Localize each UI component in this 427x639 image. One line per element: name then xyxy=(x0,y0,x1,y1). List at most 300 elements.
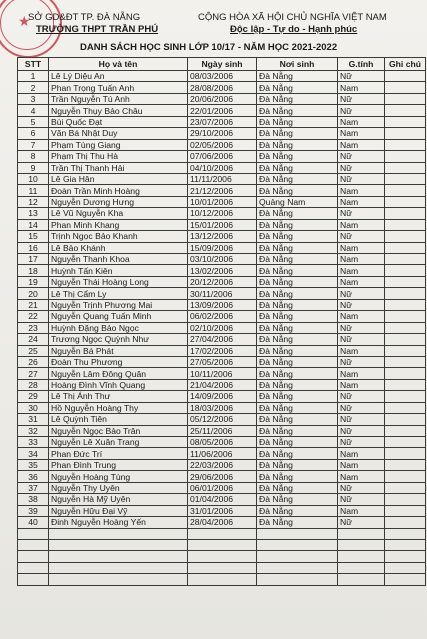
note-cell xyxy=(385,334,426,345)
gender-cell xyxy=(338,539,385,550)
table-row xyxy=(18,71,426,82)
dob-cell: 08/03/2006 xyxy=(188,71,257,82)
gender-cell: Nữ xyxy=(338,437,385,448)
gender-cell: Nữ xyxy=(338,173,385,184)
name-cell xyxy=(49,551,188,562)
dob-cell: 07/06/2006 xyxy=(188,151,257,162)
birthplace-cell: Đà Nẵng xyxy=(257,231,338,242)
stt-cell: 35 xyxy=(18,459,49,470)
birthplace-cell: Đà Nẵng xyxy=(257,116,338,127)
gender-cell xyxy=(338,574,385,585)
name-cell: Nguyễn Hữu Đại Vỹ xyxy=(49,505,188,516)
name-cell: Bùi Quốc Đạt xyxy=(49,116,188,127)
table-row xyxy=(18,345,426,356)
stt-cell: 9 xyxy=(18,162,49,173)
dob-cell: 13/12/2006 xyxy=(188,231,257,242)
stt-cell xyxy=(18,562,49,573)
table-row xyxy=(18,517,426,528)
stt-cell: 2 xyxy=(18,82,49,93)
gender-cell: Nữ xyxy=(338,322,385,333)
table-row xyxy=(18,185,426,196)
gender-cell: Nam xyxy=(338,368,385,379)
name-cell xyxy=(49,574,188,585)
table-row xyxy=(18,471,426,482)
name-cell: Trần Thị Thanh Hải xyxy=(49,162,188,173)
stt-cell: 19 xyxy=(18,276,49,287)
dob-cell: 04/10/2006 xyxy=(188,162,257,173)
dob-cell: 11/11/2006 xyxy=(188,173,257,184)
note-cell xyxy=(385,402,426,413)
birthplace-cell: Đà Nẵng xyxy=(257,254,338,265)
dob-cell: 15/01/2006 xyxy=(188,219,257,230)
birthplace-cell: Đà Nẵng xyxy=(257,402,338,413)
name-cell: Lê Thị Cẩm Ly xyxy=(49,288,188,299)
national-title: CỘNG HÒA XÃ HỘI CHỦ NGHĨA VIỆT NAM xyxy=(198,12,387,23)
note-cell xyxy=(385,551,426,562)
birthplace-cell: Đà Nẵng xyxy=(257,448,338,459)
birthplace-cell: Đà Nẵng xyxy=(257,173,338,184)
table-row xyxy=(18,151,426,162)
note-cell xyxy=(385,231,426,242)
birthplace-cell xyxy=(257,574,338,585)
birthplace-cell: Đà Nẵng xyxy=(257,482,338,493)
dob-cell: 28/04/2006 xyxy=(188,517,257,528)
note-cell xyxy=(385,391,426,402)
dob-cell: 17/02/2006 xyxy=(188,345,257,356)
table-row xyxy=(18,459,426,470)
note-cell xyxy=(385,219,426,230)
dob-cell: 21/12/2006 xyxy=(188,185,257,196)
table-row xyxy=(18,437,426,448)
table-row xyxy=(18,265,426,276)
birthplace-cell: Đà Nẵng xyxy=(257,276,338,287)
note-cell xyxy=(385,276,426,287)
gender-cell: Nữ xyxy=(338,402,385,413)
gender-cell: Nữ xyxy=(338,288,385,299)
gender-cell: Nữ xyxy=(338,208,385,219)
gender-cell: Nữ xyxy=(338,425,385,436)
name-cell: Trương Ngọc Quỳnh Như xyxy=(49,334,188,345)
column-header-birthplace: Nơi sinh xyxy=(257,58,338,71)
name-cell: Phạm Thị Thu Hà xyxy=(49,151,188,162)
name-cell: Lê Thị Ánh Thư xyxy=(49,391,188,402)
name-cell: Đinh Nguyễn Hoàng Yến xyxy=(49,517,188,528)
table-row xyxy=(18,505,426,516)
gender-cell: Nam xyxy=(338,265,385,276)
table-row xyxy=(18,128,426,139)
gender-cell: Nam xyxy=(338,459,385,470)
column-header-note: Ghi chú xyxy=(385,58,426,71)
table-row xyxy=(18,551,426,562)
gender-cell: Nam xyxy=(338,128,385,139)
gender-cell: Nam xyxy=(338,276,385,287)
gender-cell xyxy=(338,528,385,539)
birthplace-cell: Đà Nẵng xyxy=(257,105,338,116)
dob-cell: 05/12/2006 xyxy=(188,414,257,425)
table-row xyxy=(18,254,426,265)
birthplace-cell xyxy=(257,562,338,573)
gender-cell xyxy=(338,562,385,573)
stt-cell: 27 xyxy=(18,368,49,379)
dob-cell xyxy=(188,528,257,539)
birthplace-cell: Đà Nẵng xyxy=(257,82,338,93)
name-cell: Phan Đình Trung xyxy=(49,459,188,470)
dob-cell: 14/09/2006 xyxy=(188,391,257,402)
table-row xyxy=(18,528,426,539)
dob-cell xyxy=(188,562,257,573)
table-row xyxy=(18,219,426,230)
note-cell xyxy=(385,322,426,333)
dob-cell xyxy=(188,539,257,550)
note-cell xyxy=(385,173,426,184)
birthplace-cell: Đà Nẵng xyxy=(257,368,338,379)
gender-cell: Nữ xyxy=(338,299,385,310)
stt-cell: 29 xyxy=(18,391,49,402)
name-cell: Nguyễn Ngọc Bảo Trân xyxy=(49,425,188,436)
note-cell xyxy=(385,574,426,585)
gender-cell: Nữ xyxy=(338,517,385,528)
note-cell xyxy=(385,299,426,310)
table-row xyxy=(18,311,426,322)
note-cell xyxy=(385,265,426,276)
table-row xyxy=(18,379,426,390)
stt-cell xyxy=(18,539,49,550)
birthplace-cell: Đà Nẵng xyxy=(257,139,338,150)
note-cell xyxy=(385,482,426,493)
dob-cell: 01/04/2006 xyxy=(188,494,257,505)
gender-cell: Nam xyxy=(338,505,385,516)
name-cell: Nguyễn Thụy Bảo Châu xyxy=(49,105,188,116)
stt-cell: 40 xyxy=(18,517,49,528)
note-cell xyxy=(385,471,426,482)
birthplace-cell: Đà Nẵng xyxy=(257,437,338,448)
table-row xyxy=(18,391,426,402)
document-title: DANH SÁCH HỌC SINH LỚP 10/17 - NĂM HỌC 2021-2022 xyxy=(80,42,338,53)
note-cell xyxy=(385,562,426,573)
table-header-row xyxy=(18,58,426,71)
note-cell xyxy=(385,494,426,505)
name-cell: Lê Gia Hân xyxy=(49,173,188,184)
gender-cell: Nam xyxy=(338,196,385,207)
note-cell xyxy=(385,82,426,93)
stt-cell: 20 xyxy=(18,288,49,299)
dob-cell: 29/10/2006 xyxy=(188,128,257,139)
table-row xyxy=(18,539,426,550)
stt-cell: 24 xyxy=(18,334,49,345)
name-cell xyxy=(49,539,188,550)
student-table xyxy=(17,57,426,586)
table-row xyxy=(18,414,426,425)
column-header-name: Họ và tên xyxy=(49,58,188,71)
stt-cell: 8 xyxy=(18,151,49,162)
birthplace-cell: Đà Nẵng xyxy=(257,311,338,322)
table-row xyxy=(18,242,426,253)
dob-cell: 13/02/2006 xyxy=(188,265,257,276)
stt-cell: 4 xyxy=(18,105,49,116)
note-cell xyxy=(385,105,426,116)
birthplace-cell: Đà Nẵng xyxy=(257,288,338,299)
birthplace-cell: Đà Nẵng xyxy=(257,379,338,390)
dob-cell: 31/01/2006 xyxy=(188,505,257,516)
birthplace-cell: Đà Nẵng xyxy=(257,71,338,82)
stt-cell xyxy=(18,528,49,539)
stt-cell: 32 xyxy=(18,425,49,436)
stt-cell: 17 xyxy=(18,254,49,265)
table-row xyxy=(18,334,426,345)
birthplace-cell: Đà Nẵng xyxy=(257,471,338,482)
birthplace-cell xyxy=(257,528,338,539)
birthplace-cell: Đà Nẵng xyxy=(257,459,338,470)
dob-cell: 06/02/2006 xyxy=(188,311,257,322)
dob-cell: 18/03/2006 xyxy=(188,402,257,413)
table-row xyxy=(18,288,426,299)
dob-cell: 22/03/2006 xyxy=(188,459,257,470)
table-row xyxy=(18,196,426,207)
stt-cell: 26 xyxy=(18,356,49,367)
stt-cell: 23 xyxy=(18,322,49,333)
birthplace-cell: Đà Nẵng xyxy=(257,265,338,276)
note-cell xyxy=(385,288,426,299)
birthplace-cell: Đà Nẵng xyxy=(257,219,338,230)
name-cell: Nguyễn Hoàng Tùng xyxy=(49,471,188,482)
gender-cell: Nữ xyxy=(338,162,385,173)
stt-cell: 28 xyxy=(18,379,49,390)
dob-cell: 25/11/2006 xyxy=(188,425,257,436)
dob-cell: 15/09/2006 xyxy=(188,242,257,253)
birthplace-cell: Quảng Nam xyxy=(257,196,338,207)
column-header-stt: STT xyxy=(18,58,49,71)
table-row xyxy=(18,139,426,150)
national-motto: Độc lập - Tự do - Hạnh phúc xyxy=(230,24,358,35)
stt-cell: 12 xyxy=(18,196,49,207)
gender-cell: Nam xyxy=(338,242,385,253)
note-cell xyxy=(385,356,426,367)
name-cell: Nguyễn Bá Phát xyxy=(49,345,188,356)
table-row xyxy=(18,562,426,573)
department-name: SỞ GD&ĐT TP. ĐÀ NẴNG xyxy=(28,12,141,23)
stt-cell: 18 xyxy=(18,265,49,276)
note-cell xyxy=(385,151,426,162)
name-cell: Hoàng Đình Vĩnh Quang xyxy=(49,379,188,390)
name-cell: Nguyễn Thy Uyên xyxy=(49,482,188,493)
stt-cell: 7 xyxy=(18,139,49,150)
birthplace-cell: Đà Nẵng xyxy=(257,162,338,173)
birthplace-cell: Đà Nẵng xyxy=(257,414,338,425)
dob-cell: 21/04/2006 xyxy=(188,379,257,390)
name-cell: Đoàn Trần Minh Hoàng xyxy=(49,185,188,196)
stt-cell: 13 xyxy=(18,208,49,219)
birthplace-cell xyxy=(257,539,338,550)
table-row xyxy=(18,105,426,116)
gender-cell: Nữ xyxy=(338,151,385,162)
name-cell xyxy=(49,562,188,573)
stt-cell: 33 xyxy=(18,437,49,448)
table-row xyxy=(18,93,426,104)
name-cell: Nguyễn Lê Xuân Trang xyxy=(49,437,188,448)
name-cell: Nguyễn Hà Mỹ Uyên xyxy=(49,494,188,505)
dob-cell xyxy=(188,574,257,585)
note-cell xyxy=(385,379,426,390)
note-cell xyxy=(385,128,426,139)
gender-cell: Nam xyxy=(338,116,385,127)
name-cell xyxy=(49,528,188,539)
stt-cell: 6 xyxy=(18,128,49,139)
gender-cell: Nữ xyxy=(338,71,385,82)
name-cell: Phạm Tùng Giang xyxy=(49,139,188,150)
dob-cell: 28/08/2006 xyxy=(188,82,257,93)
stt-cell: 30 xyxy=(18,402,49,413)
name-cell: Nguyễn Thanh Khoa xyxy=(49,254,188,265)
stt-cell: 15 xyxy=(18,231,49,242)
table-row xyxy=(18,448,426,459)
dob-cell: 27/04/2006 xyxy=(188,334,257,345)
name-cell: Huỳnh Tấn Kiên xyxy=(49,265,188,276)
table-row xyxy=(18,356,426,367)
dob-cell: 20/06/2006 xyxy=(188,93,257,104)
note-cell xyxy=(385,116,426,127)
note-cell xyxy=(385,528,426,539)
gender-cell: Nữ xyxy=(338,93,385,104)
stt-cell: 34 xyxy=(18,448,49,459)
gender-cell: Nữ xyxy=(338,494,385,505)
birthplace-cell xyxy=(257,551,338,562)
note-cell xyxy=(385,505,426,516)
name-cell: Văn Bá Nhật Duy xyxy=(49,128,188,139)
birthplace-cell: Đà Nẵng xyxy=(257,151,338,162)
birthplace-cell: Đà Nẵng xyxy=(257,505,338,516)
name-cell: Lê Lý Diệu An xyxy=(49,71,188,82)
name-cell: Lê Vũ Nguyễn Kha xyxy=(49,208,188,219)
table-row xyxy=(18,276,426,287)
table-row xyxy=(18,494,426,505)
gender-cell: Nữ xyxy=(338,231,385,242)
birthplace-cell: Đà Nẵng xyxy=(257,242,338,253)
gender-cell: Nam xyxy=(338,219,385,230)
dob-cell: 03/10/2006 xyxy=(188,254,257,265)
dob-cell: 11/06/2006 xyxy=(188,448,257,459)
note-cell xyxy=(385,368,426,379)
note-cell xyxy=(385,208,426,219)
gender-cell: Nam xyxy=(338,82,385,93)
name-cell: Trịnh Ngọc Bảo Khanh xyxy=(49,231,188,242)
gender-cell: Nữ xyxy=(338,105,385,116)
gender-cell: Nữ xyxy=(338,356,385,367)
note-cell xyxy=(385,71,426,82)
name-cell: Nguyễn Quang Tuấn Minh xyxy=(49,311,188,322)
gender-cell: Nữ xyxy=(338,334,385,345)
table-row xyxy=(18,162,426,173)
table-body xyxy=(18,71,426,586)
dob-cell: 08/05/2006 xyxy=(188,437,257,448)
table-row xyxy=(18,231,426,242)
stt-cell: 16 xyxy=(18,242,49,253)
name-cell: Huỳnh Đặng Bảo Ngọc xyxy=(49,322,188,333)
table-row xyxy=(18,299,426,310)
birthplace-cell: Đà Nẵng xyxy=(257,208,338,219)
table-row xyxy=(18,116,426,127)
gender-cell: Nam xyxy=(338,448,385,459)
stt-cell xyxy=(18,551,49,562)
birthplace-cell: Đà Nẵng xyxy=(257,299,338,310)
birthplace-cell: Đà Nẵng xyxy=(257,322,338,333)
note-cell xyxy=(385,311,426,322)
note-cell xyxy=(385,414,426,425)
dob-cell: 29/06/2006 xyxy=(188,471,257,482)
birthplace-cell: Đà Nẵng xyxy=(257,345,338,356)
gender-cell: Nam xyxy=(338,185,385,196)
name-cell: Nguyễn Thái Hoàng Long xyxy=(49,276,188,287)
table-row xyxy=(18,574,426,585)
name-cell: Trần Nguyễn Tú Anh xyxy=(49,93,188,104)
birthplace-cell: Đà Nẵng xyxy=(257,93,338,104)
dob-cell: 02/05/2006 xyxy=(188,139,257,150)
table-row xyxy=(18,322,426,333)
name-cell: Phan Trọng Tuấn Anh xyxy=(49,82,188,93)
name-cell: Phan Đức Trí xyxy=(49,448,188,459)
table-row xyxy=(18,208,426,219)
note-cell xyxy=(385,162,426,173)
stt-cell: 5 xyxy=(18,116,49,127)
stt-cell: 10 xyxy=(18,173,49,184)
stt-cell: 37 xyxy=(18,482,49,493)
note-cell xyxy=(385,539,426,550)
note-cell xyxy=(385,448,426,459)
note-cell xyxy=(385,517,426,528)
note-cell xyxy=(385,345,426,356)
birthplace-cell: Đà Nẵng xyxy=(257,128,338,139)
dob-cell: 30/11/2006 xyxy=(188,288,257,299)
table-row xyxy=(18,402,426,413)
gender-cell: Nam xyxy=(338,311,385,322)
gender-cell: Nữ xyxy=(338,482,385,493)
birthplace-cell: Đà Nẵng xyxy=(257,356,338,367)
note-cell xyxy=(385,93,426,104)
school-name: TRƯỜNG THPT TRẦN PHÚ xyxy=(36,24,159,35)
note-cell xyxy=(385,196,426,207)
dob-cell: 13/09/2006 xyxy=(188,299,257,310)
dob-cell: 06/01/2006 xyxy=(188,482,257,493)
gender-cell: Nam xyxy=(338,471,385,482)
stt-cell: 22 xyxy=(18,311,49,322)
column-header-dob: Ngày sinh xyxy=(188,58,257,71)
note-cell xyxy=(385,254,426,265)
note-cell xyxy=(385,185,426,196)
stt-cell: 25 xyxy=(18,345,49,356)
note-cell xyxy=(385,242,426,253)
stt-cell: 31 xyxy=(18,414,49,425)
name-cell: Đoàn Thu Phương xyxy=(49,356,188,367)
dob-cell: 10/11/2006 xyxy=(188,368,257,379)
dob-cell xyxy=(188,551,257,562)
name-cell: Nguyễn Trịnh Phương Mai xyxy=(49,299,188,310)
gender-cell: Nam xyxy=(338,345,385,356)
name-cell: Phan Minh Khang xyxy=(49,219,188,230)
dob-cell: 22/01/2006 xyxy=(188,105,257,116)
name-cell: Lê Bảo Khánh xyxy=(49,242,188,253)
star-icon: ★ xyxy=(18,13,31,29)
table-row xyxy=(18,482,426,493)
note-cell xyxy=(385,139,426,150)
note-cell xyxy=(385,459,426,470)
birthplace-cell: Đà Nẵng xyxy=(257,185,338,196)
dob-cell: 02/10/2006 xyxy=(188,322,257,333)
table-row xyxy=(18,368,426,379)
birthplace-cell: Đà Nẵng xyxy=(257,425,338,436)
table-row xyxy=(18,82,426,93)
gender-cell: Nam xyxy=(338,139,385,150)
stt-cell: 21 xyxy=(18,299,49,310)
stt-cell: 14 xyxy=(18,219,49,230)
